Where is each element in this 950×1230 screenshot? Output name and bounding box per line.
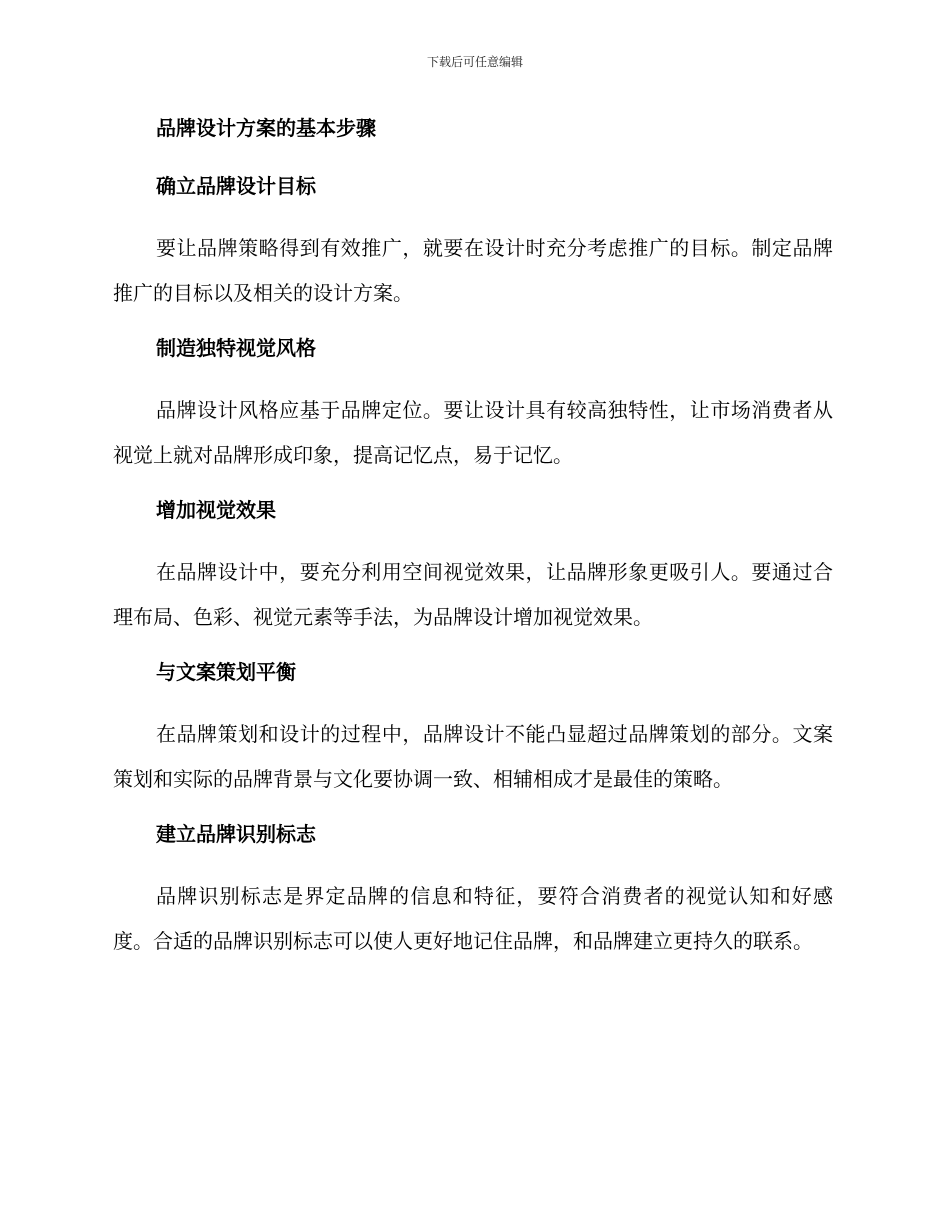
section-paragraph: 在品牌策划和设计的过程中，品牌设计不能凸显超过品牌策划的部分。文案策划和实际的品牌背景与文化要协调一致、相辅相成才是最佳的策略。 (113, 722, 833, 791)
section-heading: 增加视觉效果 (156, 498, 276, 522)
section-paragraph: 要让品牌策略得到有效推广，就要在设计时充分考虑推广的目标。制定品牌推广的目标以及相关的设计方案。 (113, 236, 833, 305)
section-heading: 建立品牌识别标志 (156, 822, 316, 846)
section-heading: 制造独特视觉风格 (156, 336, 316, 360)
section-heading: 与文案策划平衡 (156, 660, 296, 684)
section-paragraph: 在品牌设计中，要充分利用空间视觉效果，让品牌形象更吸引人。要通过合理布局、色彩、视觉元素等手法，为品牌设计增加视觉效果。 (113, 560, 833, 629)
section-paragraph: 品牌设计风格应基于品牌定位。要让设计具有较高独特性，让市场消费者从视觉上就对品牌形成印象，提高记忆点，易于记忆。 (113, 398, 833, 467)
section-heading: 确立品牌设计目标 (156, 174, 316, 198)
page-header: 下载后可任意编辑 (426, 55, 523, 69)
section-paragraph: 品牌识别标志是界定品牌的信息和特征，要符合消费者的视觉认知和好感度。合适的品牌识别标志可以使人更好地记住品牌，和品牌建立更持久的联系。 (113, 884, 833, 953)
document-title: 品牌设计方案的基本步骤 (156, 116, 376, 140)
document-content (113, 110, 833, 978)
